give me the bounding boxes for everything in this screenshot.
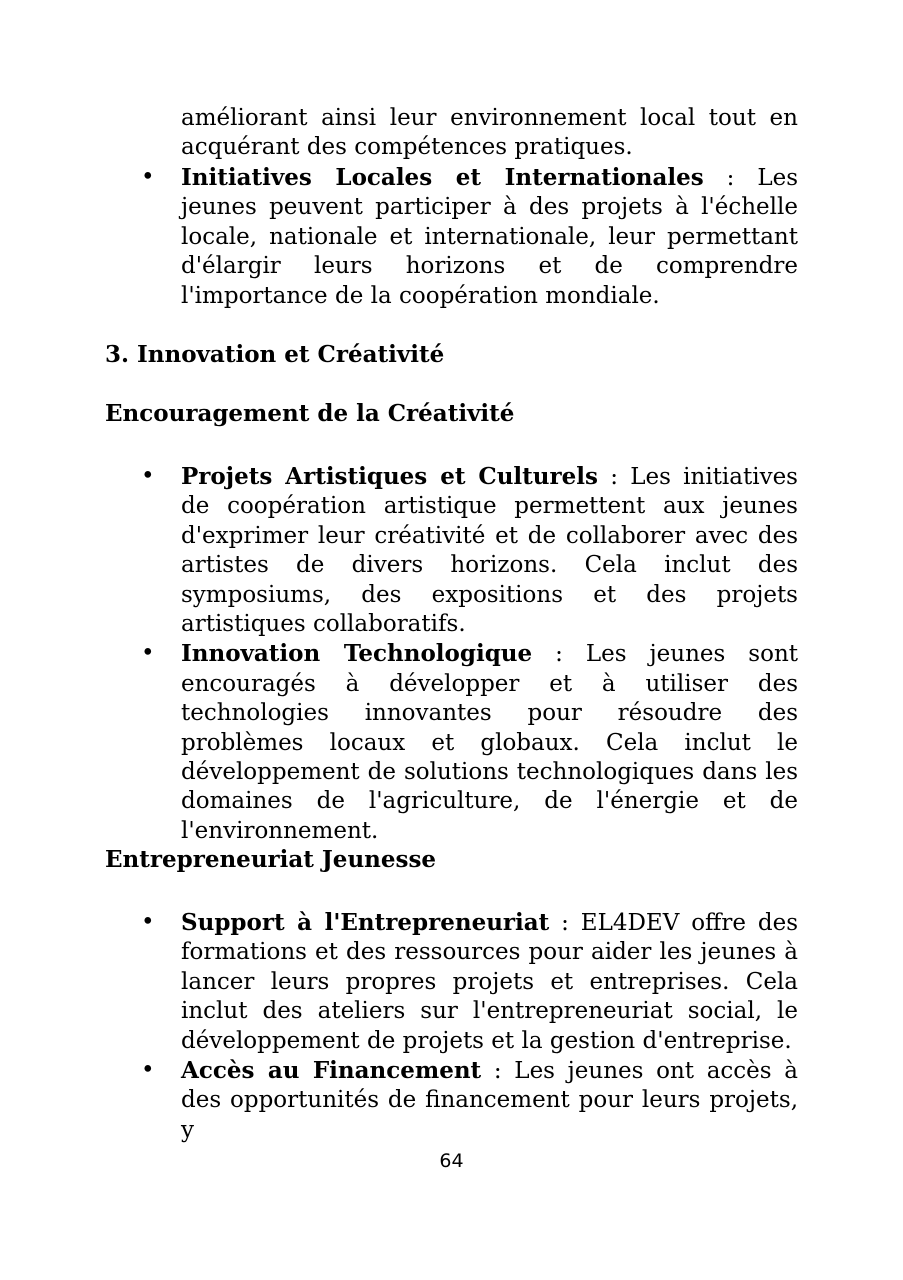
- bullet-icon: •: [141, 463, 155, 489]
- list-item-term: Accès au Financement: [181, 1057, 482, 1085]
- list-item-text: : Les jeunes ont accès à des opportunités de financement pour leurs projets, y: [181, 1058, 798, 1143]
- list-item-text: : Les jeunes sont encouragés à développer et à utiliser des technologies innovantes pour résoudre des problèmes locaux et globaux. Cela inclut le développement de solutions technologiques dans les domaines de l'agriculture, de l'énergie et de l'environnement.: [181, 641, 799, 844]
- continuation-paragraph: améliorant ainsi leur environnement local tout en acquérant des compétences pratiques.: [181, 105, 798, 161]
- document-page: [105, 0, 798, 1280]
- list-item-text: : Les jeunes peuvent participer à des projets à l'échelle locale, nationale et internationale, leur permettant d'élargir leurs horizons et de comprendre l'importance de la coopération mondiale.: [181, 165, 799, 309]
- list-item-text: : EL4DEV offre des formations et des ressources pour aider les jeunes à lancer leurs propres projets et entreprises. Cela inclut des ateliers sur l'entrepreneuriat social, le développement de projets et la gestion d'entreprise.: [181, 910, 798, 1054]
- list-item-projets-artistiques: [105, 462, 798, 639]
- list-item-text: : Les initiatives de coopération artistique permettent aux jeunes d'exprimer leur créativité et de collaborer avec des artistes de divers horizons. Cela inclut des symposiums, des expositions et des projets artistiques collaboratifs.: [181, 464, 798, 638]
- page-number: 64: [439, 1150, 464, 1172]
- bullet-icon: •: [141, 164, 155, 190]
- subsection-heading-entrepreneuriat: Entrepreneuriat Jeunesse: [105, 846, 437, 873]
- list-item-term: Projets Artistiques et Culturels: [181, 463, 598, 490]
- list-item-innovation-technologique: [105, 639, 798, 846]
- creativite-list: [105, 462, 798, 846]
- list-item-term: Support à l'Entrepreneuriat: [181, 909, 550, 936]
- bullet-icon: •: [141, 640, 155, 667]
- list-item-initiatives: [105, 163, 798, 311]
- list-item-support-entrepreneuriat: [105, 908, 798, 1056]
- list-item-acces-financement: [105, 1056, 798, 1145]
- section-heading: 3. Innovation et Créativité: [105, 341, 445, 368]
- list-item-term: Initiatives Locales et Internationales: [181, 164, 704, 191]
- list-item-term: Innovation Technologique: [181, 640, 533, 668]
- entrepreneuriat-list: [105, 908, 798, 1145]
- bullet-icon: •: [141, 909, 155, 935]
- initiatives-list: [105, 163, 798, 311]
- subsection-heading-creativite: Encouragement de la Créativité: [105, 400, 515, 427]
- bullet-icon: •: [141, 1057, 155, 1084]
